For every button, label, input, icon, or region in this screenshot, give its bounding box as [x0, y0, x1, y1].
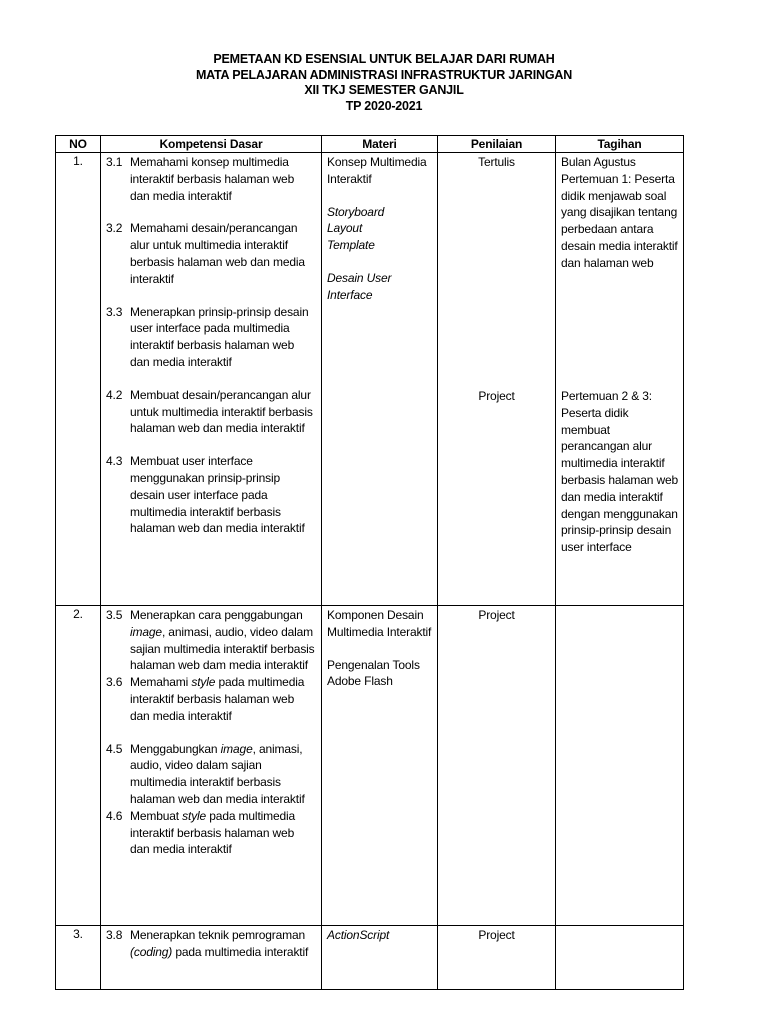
- kd-text-emphasis: image: [130, 624, 162, 639]
- kd-item: [106, 927, 316, 961]
- header-no: NO: [56, 136, 101, 153]
- kd-text-post: , animasi, audio, video dalam sajian multimedia interaktif berbasis halaman web dan media interaktif: [130, 741, 305, 806]
- kd-text-post: pada multimedia interaktif berbasis halaman web dan media interaktif: [130, 675, 305, 723]
- title-line-2: MATA PELAJARAN ADMINISTRASI INFRASTRUKTUR JARINGAN: [195, 67, 573, 82]
- materi-item: Desain User Interface: [327, 270, 392, 302]
- kd-text-emphasis: image: [220, 741, 253, 756]
- kd-item: [106, 607, 316, 674]
- kd-text: Memahami konsep multimedia interaktif berbasis halaman web dan media interaktif: [130, 155, 295, 203]
- materi-cell: ActionScript: [322, 926, 438, 990]
- kd-text-emphasis: style: [182, 808, 207, 823]
- kd-code: 3.8: [106, 928, 123, 942]
- kd-item: [106, 808, 316, 858]
- materi-item: Pengenalan Tools Adobe Flash: [327, 657, 420, 689]
- header-tagihan: Tagihan: [556, 136, 684, 153]
- header-penilaian: Penilaian: [438, 136, 556, 153]
- tagihan-item: Pertemuan 2 & 3: Peserta didik membuat perancangan alur multimedia interaktif berbasis halaman web dan media interaktif dengan menggunakan prinsip-prinsip desain user interface: [561, 389, 679, 555]
- kompetensi-dasar-cell: [101, 926, 322, 990]
- kd-text-pre: Menggabungkan: [130, 741, 221, 756]
- row-number: 3.: [56, 926, 101, 990]
- kd-text-post: pada multimedia interaktif: [172, 944, 309, 959]
- kd-item: [106, 453, 316, 537]
- kd-text: Memahami desain/perancangan alur untuk multimedia interaktif berbasis halaman web dan media interaktif: [130, 221, 305, 286]
- materi-cell: [322, 606, 438, 926]
- table-row: [56, 606, 684, 926]
- materi-item: Konsep Multimedia Interaktif: [327, 155, 427, 186]
- kd-code: 3.1: [106, 155, 123, 169]
- row-number: 2.: [56, 606, 101, 926]
- kd-text-post: , animasi, audio, video dalam sajian multimedia interaktif berbasis halaman web dam media interaktif: [130, 624, 315, 673]
- title-line-3: XII TKJ SEMESTER GANJIL: [304, 83, 464, 97]
- kd-text-pre: Memahami: [130, 675, 192, 690]
- kd-text-pre: Menerapkan cara penggabungan: [130, 608, 303, 622]
- table-header-row: [56, 136, 684, 153]
- kd-code: 4.3: [106, 454, 123, 469]
- materi-cell: [322, 153, 438, 606]
- kd-code: 3.3: [106, 304, 123, 319]
- row-number: 1.: [56, 153, 101, 606]
- kd-code: 3.6: [106, 675, 123, 690]
- kd-code: 4.5: [106, 741, 123, 756]
- kd-code: 4.6: [106, 808, 123, 823]
- kd-text-emphasis: style: [191, 675, 216, 690]
- kd-text: Menerapkan prinsip-prinsip desain user interface pada multimedia interaktif berbasis halaman web dan media interaktif: [130, 304, 309, 369]
- penilaian-cell: Project: [438, 606, 556, 926]
- penilaian-cell: Project: [438, 926, 556, 990]
- kd-item: [106, 220, 316, 287]
- kd-text-post: pada multimedia interaktif berbasis halaman web dan media interaktif: [130, 808, 296, 857]
- kd-code: 3.2: [106, 221, 123, 236]
- materi-item: Komponen Desain Multimedia Interaktif: [327, 608, 432, 639]
- table-row: [56, 926, 684, 990]
- table-row: [56, 153, 684, 606]
- kd-code: 4.2: [106, 387, 123, 402]
- penilaian-item: Tertulis: [478, 155, 515, 169]
- materi-item: Layout: [327, 221, 363, 236]
- kd-text-emphasis: (coding): [130, 944, 173, 959]
- penilaian-item: Project: [478, 389, 515, 403]
- kd-code: 3.5: [106, 608, 123, 622]
- kd-item: [106, 387, 316, 437]
- kd-item: [106, 674, 316, 724]
- materi-item: Storyboard: [327, 204, 385, 219]
- penilaian-cell: [438, 153, 556, 606]
- tagihan-item: Bulan Agustus Pertemuan 1: Peserta didik menjawab soal yang disajikan tentang perbedaan antara desain media interaktif dan halaman web: [561, 155, 678, 270]
- document-title: [0, 52, 768, 114]
- kd-text: Membuat user interface menggunakan prinsip-prinsip desain user interface pada multimedia interaktif berbasis halaman web dan media interaktif: [130, 454, 305, 536]
- kd-item: [106, 154, 316, 204]
- kd-mapping-table: [55, 135, 684, 990]
- kompetensi-dasar-cell: [101, 606, 322, 926]
- kd-item: [106, 304, 316, 371]
- title-line-1: PEMETAAN KD ESENSIAL UNTUK BELAJAR DARI RUMAH: [213, 52, 555, 66]
- header-kompetensi-dasar: Kompetensi Dasar: [101, 136, 322, 153]
- tagihan-cell: [556, 606, 684, 926]
- tagihan-cell: [556, 926, 684, 990]
- kompetensi-dasar-cell: [101, 153, 322, 606]
- materi-item: Template: [327, 238, 375, 253]
- kd-text-pre: Membuat: [130, 808, 183, 823]
- header-materi: Materi: [322, 136, 438, 153]
- kd-text: Membuat desain/perancangan alur untuk multimedia interaktif berbasis halaman web dan media interaktif: [130, 387, 313, 436]
- tagihan-cell: [556, 153, 684, 606]
- kd-item: [106, 741, 316, 808]
- kd-text-pre: Menerapkan teknik pemrograman: [130, 928, 306, 942]
- title-line-4: TP 2020-2021: [345, 98, 423, 113]
